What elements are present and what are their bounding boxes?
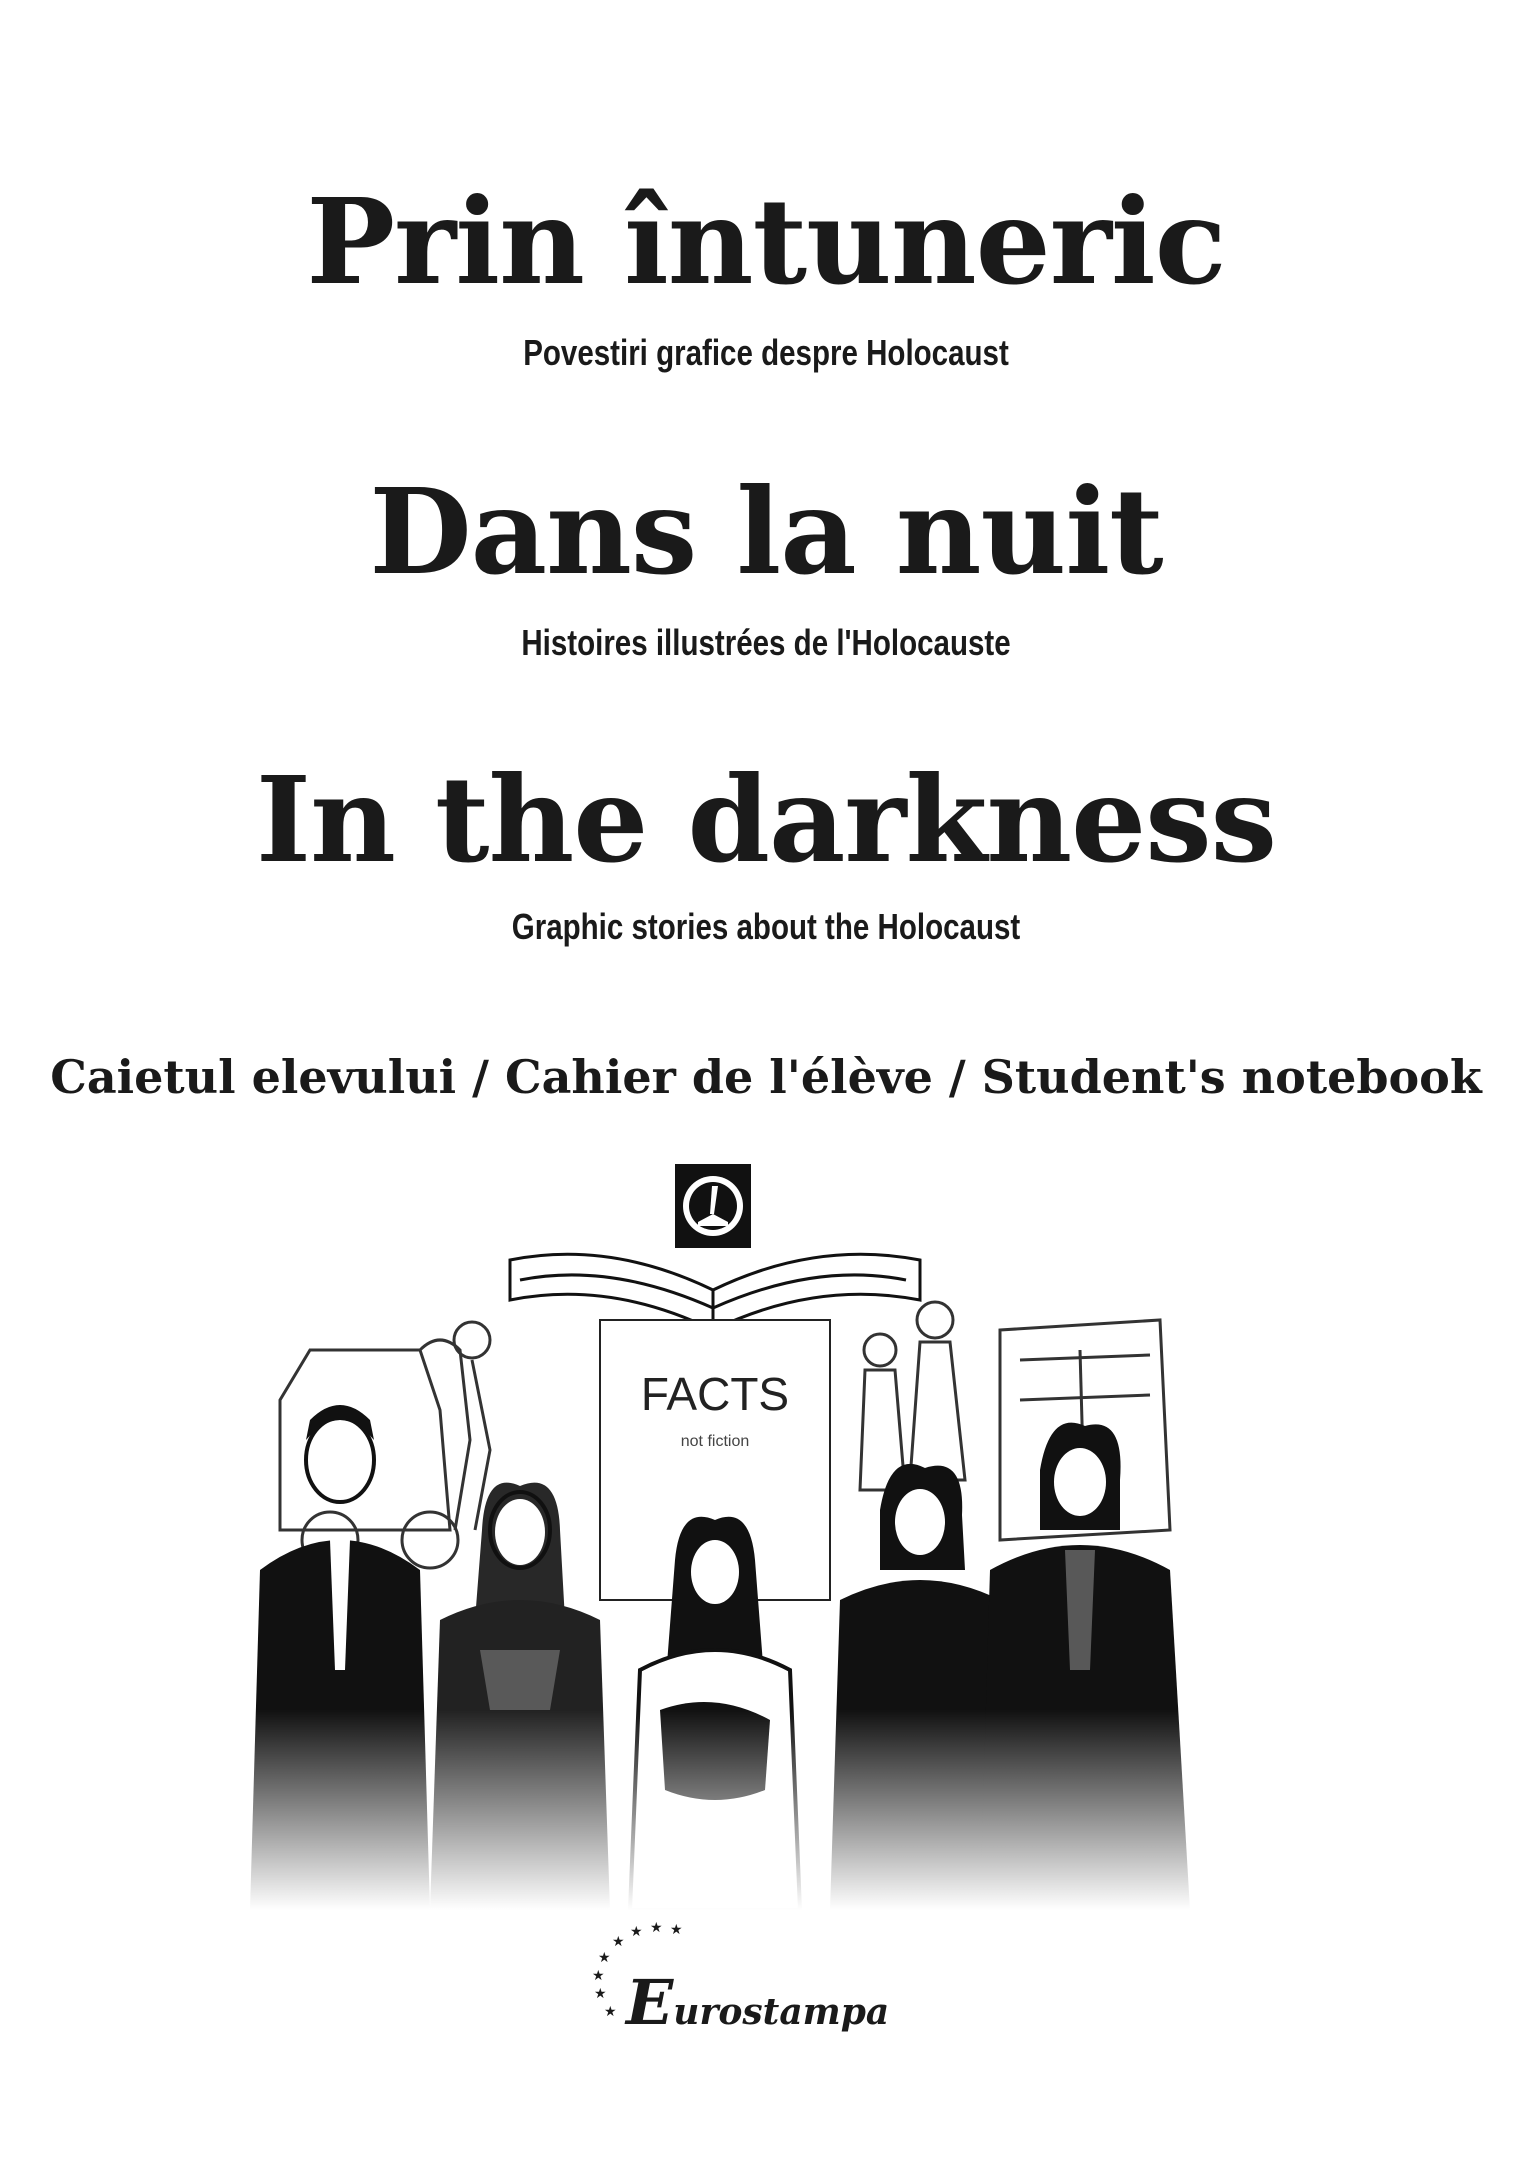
svg-text:★: ★ — [594, 1986, 607, 2002]
publisher-logo — [580, 1920, 940, 2040]
cover-illustration — [220, 1150, 1220, 1910]
open-book-icon — [510, 1254, 920, 1330]
svg-text:★: ★ — [650, 1920, 663, 1936]
cover-subtitle-fr: Histoires illustrées de l'Holocauste — [521, 622, 1011, 663]
cover-subtitle-ro: Povestiri grafice despre Holocaust — [523, 332, 1009, 373]
notebook-label: Caietul elevului / Cahier de l'élève / Student's notebook — [50, 1050, 1482, 1104]
svg-text:★: ★ — [598, 1950, 611, 1966]
cover-title-en: In the darkness — [255, 750, 1277, 889]
cover-subtitle-en: Graphic stories about the Holocaust — [511, 906, 1021, 947]
facts-sign-sub: not fiction — [680, 1433, 750, 1450]
cover-title-ro: Prin întuneric — [306, 172, 1226, 311]
svg-text:★: ★ — [604, 2004, 617, 2020]
svg-text:★: ★ — [630, 1924, 643, 1940]
emblem-icon — [675, 1164, 751, 1248]
publisher-name: urostampa — [673, 1991, 890, 2033]
svg-text:★: ★ — [592, 1968, 605, 1984]
facts-sign: FACTS — [640, 1368, 790, 1420]
cover-title-fr: Dans la nuit — [369, 462, 1163, 601]
svg-text:★: ★ — [670, 1922, 683, 1938]
svg-text:★: ★ — [612, 1934, 625, 1950]
publisher-initial: E — [626, 1966, 674, 2039]
